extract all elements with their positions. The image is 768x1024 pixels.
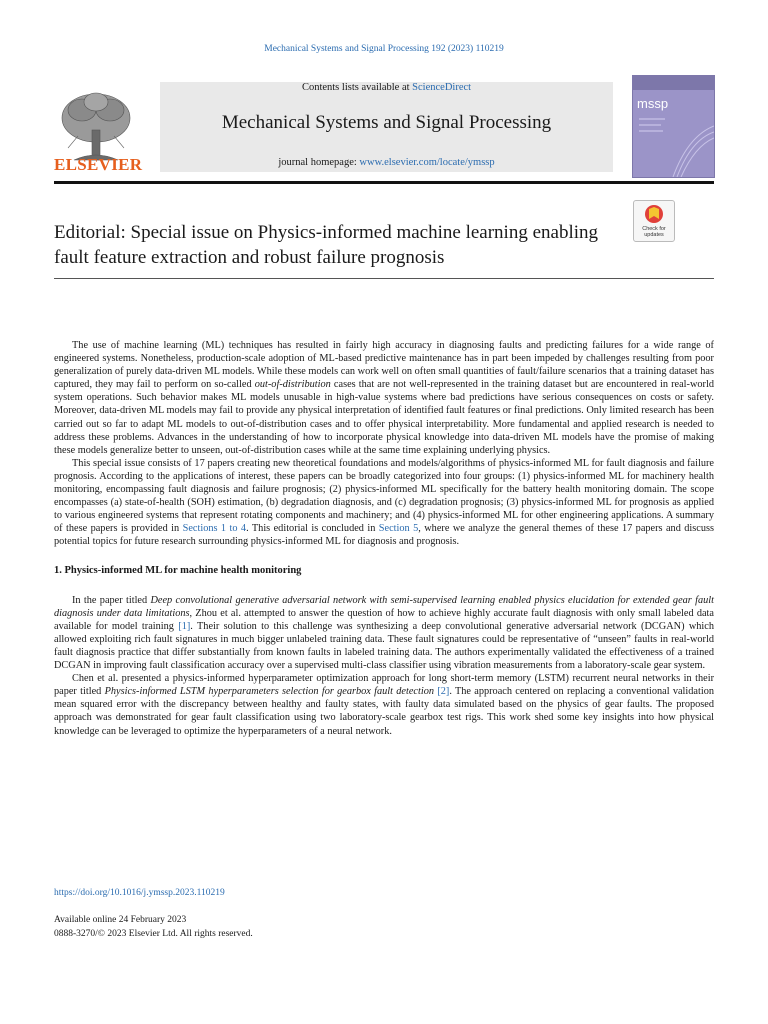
paragraph-1 [54,339,714,457]
p1-text-a: The use of machine learning (ML) techniques has resulted in fairly high accuracy in diagnosing faults and predicting failures for a wide range of engineered systems. Nonetheless, production-scale adoption of ML-based predictive maintenance has in part been impeded by challenges resulting from poor generalization of purely data-driven ML models. While these models can work well on often small quantities of fault/failure scenarios that a training dataset has captured, they may fail to perform on so-called [54,340,714,391]
p3-text-c: . Their solution to this challenge was synthesizing a deep convolutional generative adversarial network (DCGAN) which allowed exploiting rich fault signatures in much bigger unlabeled training data. These fault signatures could be representative of “unseen” faults in real-world fault diagnosis practice that differ substantially from known faults in labeled training data. The authors experimentally validated the effectiveness of a trained DCGAN in improving fault classification accuracy over a supervised multi-class classifier using vibration measurements from a laboratory-scale gear system. [54,620,714,672]
sciencedirect-link[interactable]: ScienceDirect [412,82,472,93]
check-for-updates-badge[interactable] [633,200,675,242]
p4-text-a: Chen et al. presented a physics-informed hyperparameter optimization approach for long short-term memory (LSTM) recurrent neural networks in their paper titled [54,673,714,698]
section-heading: 1. Physics-informed ML for machine health monitoring [54,564,302,576]
cover-title: mssp [637,96,669,111]
p2-text-c: , where we analyze the general themes of these 17 papers and discuss potential topics for future research surrounding physics-informed ML for diagnosis and prognosis. [54,523,715,548]
p2-text-a: This special issue consists of 17 papers creating new theoretical foundations and models/algorithms of physics-informed ML for fault diagnosis and failure prognosis. According to the applications of interest, these papers can be broadly categorized into four groups: (1) physics-informed ML for machinery health monitoring, encompassing fault diagnosis and failure prognosis; (2) physics-informed ML specifically for the battery health monitoring domain. The scope encompasses (a) state-of-health (SOH) estimation, (b) degradation diagnosis, and (c) degradation prognosis; (3) physics-informed ML for prognosis as applied to various engineered systems that represent rotating components and machinery; and (4) physics-informed ML for other engineering applications. A summary of these papers is provided in [54,457,714,535]
homepage-link[interactable]: www.elsevier.com/locate/ymssp [359,157,495,168]
journal-citation[interactable]: Mechanical Systems and Signal Processing 192 (2023) 110219 [264,44,504,54]
contents-line [160,82,613,93]
available-online: Available online 24 February 2023 [54,915,187,925]
update-icon [634,203,674,227]
copyright: 0888-3270/© 2023 Elsevier Ltd. All rights reserved. [54,929,253,939]
section5-link[interactable]: Section 5 [378,523,419,535]
p3-text-b: , Zhou et al. attempted to answer the question of how to achieve highly accurate fault diagnosis with only small labeled data available for model training [54,607,714,632]
article-title: Editorial: Special issue on Physics-informed machine learning enabling fault feature extraction and robust failure prognosis [54,222,599,268]
journal-title: Mechanical Systems and Signal Processing [221,112,552,133]
p4-text-c: . The approach centered on replacing a conventional validation mean squared error with the discrepancy between healthy and faulty states, with faulty data simulated based on the physics of gear faults. The proposed approach was demonstrated for gear fault classification using two laboratory-scale gearbox test rigs. This work shed some key insights into how physical knowledge can be leveraged to optimize the hyperparameters of a neural network. [54,686,715,737]
p3-text-a: In the paper titled [72,594,151,606]
article-body [54,339,714,738]
header-rule [54,181,714,184]
doi-link[interactable]: https://doi.org/10.1016/j.ymssp.2023.110219 [54,888,225,898]
sections-link[interactable]: Sections 1 to 4 [182,523,247,535]
title-rule [54,278,714,279]
cover-graphic [633,76,714,177]
p3-emphasis: Deep convolutional generative adversarial network with semi-supervised learning enabled physics elucidation for extended gear fault diagnosis under data limitations [54,594,715,619]
paragraph-4 [54,672,714,737]
contents-prefix: Contents lists available at [301,82,413,93]
elsevier-wordmark: ELSEVIER [54,155,143,174]
journal-cover[interactable] [632,75,715,178]
p1-text-b: cases that are not well-represented in the training dataset but are encountered in real-world system operations. Such behavior makes ML models unusable in high-value systems where bad predictions have serious consequences on costs or safety. Moreover, data-driven ML models may fail to provide any physical interpretation of identified fault features or final predictions. Only limited research has been carried out so far to adapt ML models to out-of-distribution cases and to offer physical interpretability. More fundamental and applied research is needed to address these problems. Advances in the understanding of how to incorporate physical knowledge into data-driven ML models have the promise of making these models generalize better to unseen, out-of-distribution cases while at the same time explaining underlying physics. [54,379,714,456]
p1-emphasis: out-of-distribution [254,379,331,391]
ref-1-link[interactable]: [1] [178,620,191,632]
paragraph-3 [54,594,714,673]
p4-emphasis: Physics-informed LSTM hyperparameters selection for gearbox fault detection [104,686,435,698]
p2-text-b: . This editorial is concluded in [246,523,379,535]
badge-label: Check for updates [642,226,666,238]
paragraph-2 [54,457,714,549]
ref-2-link[interactable]: [2] [437,686,450,698]
homepage-line [160,157,613,168]
homepage-prefix: journal homepage: [278,157,360,168]
